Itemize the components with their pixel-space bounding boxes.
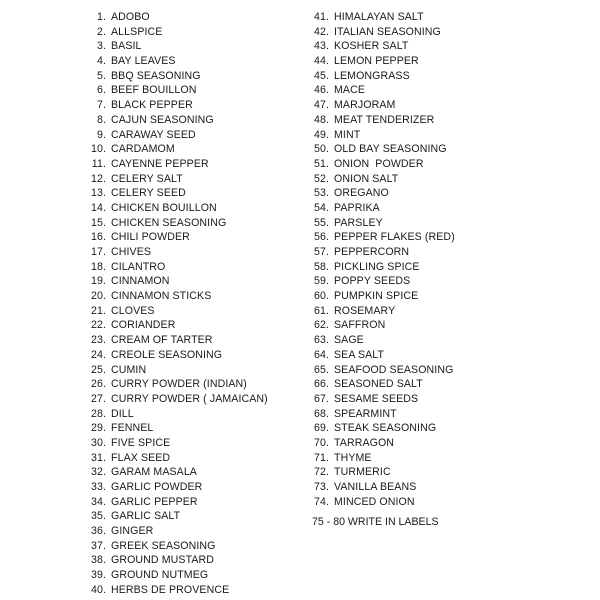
spice-item-number: 38. — [90, 554, 106, 567]
spice-list-item — [80, 363, 268, 378]
spice-list-item — [80, 274, 268, 289]
spice-list-item — [80, 83, 268, 98]
spice-item-number: 49. — [313, 128, 329, 141]
spice-item-label: ALLSPICE — [111, 25, 163, 38]
spice-item-label: FIVE SPICE — [111, 436, 171, 449]
spice-list-item — [302, 348, 455, 363]
spice-list-item — [80, 421, 268, 436]
spice-list-item — [80, 10, 268, 25]
spice-item-label: POPPY SEEDS — [334, 275, 411, 288]
spice-list-item — [80, 260, 268, 275]
spice-item-number: 52. — [313, 172, 329, 185]
spice-list-item — [302, 142, 455, 157]
spice-item-label: MINCED ONION — [334, 495, 415, 508]
spice-list-item — [302, 230, 455, 245]
spice-item-number: 48. — [313, 113, 329, 126]
spice-item-number: 29. — [90, 422, 106, 435]
spice-list-item — [80, 465, 268, 480]
spice-list-item — [302, 465, 455, 480]
spice-list-item — [80, 186, 268, 201]
spice-list-item — [302, 495, 455, 510]
spice-item-number: 27. — [90, 392, 106, 405]
spice-item-number: 67. — [313, 392, 329, 405]
spice-item-number: 70. — [313, 436, 329, 449]
spice-list-item — [80, 553, 268, 568]
spice-item-label: CLOVES — [111, 304, 155, 317]
spice-item-label: ONION POWDER — [334, 157, 424, 170]
spice-list-item — [302, 10, 455, 25]
spice-item-number: 35. — [90, 510, 106, 523]
spice-item-label: SAFFRON — [334, 319, 386, 332]
spice-list-item — [302, 377, 455, 392]
spice-item-number: 55. — [313, 216, 329, 229]
spice-item-label: GARLIC SALT — [111, 510, 181, 523]
spice-item-label: MACE — [334, 84, 366, 97]
spice-item-label: GREEK SEASONING — [111, 539, 216, 552]
spice-item-label: GROUND MUSTARD — [111, 554, 215, 567]
spice-item-number: 21. — [90, 304, 106, 317]
spice-list-item — [80, 583, 268, 598]
spice-list-item — [80, 98, 268, 113]
spice-item-label: BEEF BOUILLON — [111, 84, 197, 97]
spice-list-item — [80, 172, 268, 187]
spice-item-label: GARLIC PEPPER — [111, 495, 198, 508]
spice-item-number: 6. — [96, 84, 106, 97]
spice-item-label: ITALIAN SEASONING — [334, 25, 441, 38]
spice-item-number: 8. — [96, 113, 106, 126]
spice-item-number: 14. — [90, 201, 106, 214]
spice-item-number: 4. — [96, 55, 106, 68]
spice-list-item — [302, 25, 455, 40]
spice-item-number: 58. — [313, 260, 329, 273]
spice-item-label: SEAFOOD SEASONING — [334, 363, 454, 376]
spice-item-number: 46. — [313, 84, 329, 97]
spice-item-label: PEPPER FLAKES (RED) — [334, 231, 455, 244]
spice-list-item — [302, 318, 455, 333]
spice-item-label: FENNEL — [111, 422, 154, 435]
spice-item-number: 1. — [96, 11, 106, 23]
spice-item-number: 10. — [90, 143, 106, 156]
spice-list-item — [302, 54, 455, 69]
spice-item-label: OREGANO — [334, 187, 389, 200]
spice-item-number: 72. — [313, 466, 329, 479]
spice-item-label: MEAT TENDERIZER — [334, 113, 435, 126]
spice-item-label: FLAX SEED — [111, 451, 171, 464]
spice-item-label: SPEARMINT — [334, 407, 397, 420]
spice-item-number: 53. — [313, 187, 329, 200]
spice-item-number: 73. — [313, 481, 329, 493]
spice-item-label: GARAM MASALA — [111, 466, 197, 479]
spice-item-number: 50. — [313, 143, 329, 156]
spice-item-label: BBQ SEASONING — [111, 69, 201, 82]
spice-item-label: CARDAMOM — [111, 143, 175, 156]
spice-item-number: 62. — [313, 319, 329, 332]
spice-item-number: 22. — [90, 319, 106, 332]
spice-item-number: 71. — [313, 451, 329, 464]
spice-item-label: LEMON PEPPER — [334, 55, 419, 68]
spice-list-left-column — [80, 10, 268, 598]
spice-item-label: GARLIC POWDER — [111, 481, 203, 493]
spice-item-number: 45. — [313, 69, 329, 82]
spice-list-item — [80, 392, 268, 407]
spice-item-label: VANILLA BEANS — [334, 481, 417, 493]
spice-list-item — [80, 495, 268, 510]
spice-item-number: 12. — [90, 172, 106, 185]
spice-list-item — [302, 69, 455, 84]
spice-item-label: CINNAMON STICKS — [111, 290, 212, 303]
spice-list-item — [302, 436, 455, 451]
spice-list-item — [80, 54, 268, 69]
spice-list-item — [80, 451, 268, 466]
spice-list-item — [302, 392, 455, 407]
spice-item-label: KOSHER SALT — [334, 40, 409, 53]
spice-item-label: TURMERIC — [334, 466, 391, 479]
spice-list-item — [302, 451, 455, 466]
spice-item-number: 3. — [96, 40, 106, 53]
spice-item-label: BASIL — [111, 40, 142, 53]
spice-item-number: 13. — [90, 187, 106, 200]
spice-item-number: 66. — [313, 378, 329, 391]
spice-item-number: 51. — [313, 157, 329, 170]
spice-list-item — [302, 333, 455, 348]
spice-item-number: 19. — [90, 275, 106, 288]
spice-item-number: 42. — [313, 25, 329, 38]
spice-item-number: 64. — [313, 348, 329, 361]
spice-list-item — [80, 25, 268, 40]
spice-list-right-column — [302, 10, 455, 509]
spice-list-item — [80, 289, 268, 304]
spice-list-item — [302, 157, 455, 172]
spice-list-item — [80, 216, 268, 231]
spice-item-number: 74. — [313, 495, 329, 508]
spice-list-item — [302, 260, 455, 275]
spice-list-item — [80, 318, 268, 333]
spice-list-item — [80, 39, 268, 54]
spice-item-label: SEA SALT — [334, 348, 385, 361]
spice-list-item — [302, 304, 455, 319]
spice-item-label: CELERY SEED — [111, 187, 186, 200]
spice-list-item — [80, 245, 268, 260]
spice-list-item — [302, 186, 455, 201]
spice-list-item — [80, 201, 268, 216]
spice-list-item — [302, 245, 455, 260]
spice-item-label: GROUND NUTMEG — [111, 569, 209, 582]
spice-list-item — [302, 201, 455, 216]
spice-item-number: 61. — [313, 304, 329, 317]
spice-item-number: 26. — [90, 378, 106, 391]
spice-item-label: PUMPKIN SPICE — [334, 290, 419, 303]
spice-list-item — [80, 348, 268, 363]
spice-item-label: SEASONED SALT — [334, 378, 423, 391]
spice-list-item — [302, 172, 455, 187]
spice-item-number: 15. — [90, 216, 106, 229]
spice-item-label: ADOBO — [111, 11, 150, 23]
spice-list-item — [80, 128, 268, 143]
spice-item-label: BAY LEAVES — [111, 55, 176, 68]
spice-item-number: 68. — [313, 407, 329, 420]
spice-list-item — [80, 69, 268, 84]
spice-list-item — [80, 509, 268, 524]
spice-list-item — [302, 128, 455, 143]
spice-item-label: TARRAGON — [334, 436, 395, 449]
spice-list-item — [80, 377, 268, 392]
spice-item-label: SAGE — [334, 334, 364, 347]
spice-item-number: 65. — [313, 363, 329, 376]
spice-item-number: 43. — [313, 40, 329, 53]
spice-item-number: 11. — [91, 157, 106, 170]
spice-list-item — [302, 83, 455, 98]
spice-item-number: 20. — [90, 290, 106, 303]
spice-item-number: 54. — [313, 201, 329, 214]
spice-list-item — [302, 274, 455, 289]
spice-list-item — [80, 539, 268, 554]
spice-item-label: BLACK PEPPER — [111, 99, 193, 112]
spice-list-item — [302, 363, 455, 378]
spice-item-number: 40. — [90, 583, 106, 596]
spice-item-number: 16. — [90, 231, 106, 244]
spice-item-number: 31. — [90, 451, 106, 464]
spice-item-label: CELERY SALT — [111, 172, 183, 185]
spice-list-item — [302, 98, 455, 113]
spice-item-label: ONION SALT — [334, 172, 399, 185]
spice-item-label: CHILI POWDER — [111, 231, 190, 244]
spice-item-label: DILL — [111, 407, 134, 420]
spice-item-label: CHICKEN BOUILLON — [111, 201, 217, 214]
spice-item-label: HIMALAYAN SALT — [334, 11, 424, 23]
spice-item-number: 24. — [90, 348, 106, 361]
spice-list-item — [302, 289, 455, 304]
spice-list-item — [80, 524, 268, 539]
spice-item-number: 36. — [90, 525, 106, 538]
spice-list-item — [80, 480, 268, 495]
spice-item-label: PICKLING SPICE — [334, 260, 420, 273]
spice-item-number: 57. — [313, 246, 329, 258]
spice-item-label: HERBS DE PROVENCE — [111, 583, 230, 596]
spice-list-item — [302, 216, 455, 231]
spice-item-number: 23. — [90, 334, 106, 347]
spice-list-item — [80, 230, 268, 245]
spice-list-item — [302, 39, 455, 54]
spice-item-number: 2. — [96, 25, 106, 38]
spice-item-label: PEPPERCORN — [334, 246, 410, 258]
spice-list-item — [80, 568, 268, 583]
spice-item-label: OLD BAY SEASONING — [334, 143, 447, 156]
spice-item-number: 28. — [90, 407, 106, 420]
spice-item-number: 44. — [313, 55, 329, 68]
spice-item-label: PARSLEY — [334, 216, 383, 229]
spice-list-item — [302, 480, 455, 495]
spice-item-number: 32. — [90, 466, 106, 479]
spice-item-label: ROSEMARY — [334, 304, 396, 317]
spice-list-item — [80, 142, 268, 157]
spice-item-label: CURRY POWDER (INDIAN) — [111, 378, 247, 391]
spice-list-item — [302, 407, 455, 422]
spice-item-label: SESAME SEEDS — [334, 392, 419, 405]
spice-item-label: LEMONGRASS — [334, 69, 410, 82]
spice-item-label: THYME — [334, 451, 372, 464]
spice-item-number: 17. — [90, 246, 106, 258]
spice-item-number: 7. — [96, 99, 106, 112]
spice-item-number: 56. — [313, 231, 329, 244]
spice-item-number: 47. — [313, 99, 329, 112]
spice-item-number: 37. — [90, 539, 106, 552]
spice-item-number: 63. — [313, 334, 329, 347]
spice-item-label: STEAK SEASONING — [334, 422, 437, 435]
spice-item-label: PAPRIKA — [334, 201, 380, 214]
spice-item-label: CAJUN SEASONING — [111, 113, 214, 126]
spice-item-label: CARAWAY SEED — [111, 128, 196, 141]
spice-item-label: CINNAMON — [111, 275, 170, 288]
spice-item-label: MINT — [334, 128, 361, 141]
spice-list-item — [80, 436, 268, 451]
spice-item-label: CREAM OF TARTER — [111, 334, 213, 347]
spice-list-item — [80, 113, 268, 128]
spice-item-number: 30. — [90, 436, 106, 449]
spice-list-item — [80, 333, 268, 348]
spice-item-label: GINGER — [111, 525, 154, 538]
spice-item-number: 59. — [313, 275, 329, 288]
spice-item-number: 18. — [90, 260, 106, 273]
spice-item-number: 33. — [90, 481, 106, 493]
spice-item-number: 34. — [90, 495, 106, 508]
spice-item-number: 41. — [313, 11, 329, 23]
spice-item-label: CUMIN — [111, 363, 147, 376]
spice-item-label: MARJORAM — [334, 99, 396, 112]
spice-item-label: CURRY POWDER ( JAMAICAN) — [111, 392, 268, 405]
spice-item-label: CAYENNE PEPPER — [111, 157, 209, 170]
spice-item-label: CORIANDER — [111, 319, 176, 332]
spice-item-label: CHICKEN SEASONING — [111, 216, 227, 229]
spice-item-label: CILANTRO — [111, 260, 166, 273]
spice-item-number: 60. — [313, 290, 329, 303]
spice-item-label: CREOLE SEASONING — [111, 348, 223, 361]
spice-item-number: 25. — [90, 363, 106, 376]
spice-list-item — [302, 421, 455, 436]
spice-item-number: 9. — [96, 128, 106, 141]
write-in-labels-note: 75 - 80 WRITE IN LABELS — [312, 516, 439, 528]
spice-list-item — [80, 157, 268, 172]
spice-item-number: 39. — [90, 569, 106, 582]
spice-list-item — [80, 304, 268, 319]
spice-list-item — [302, 113, 455, 128]
spice-item-number: 5. — [96, 69, 106, 82]
spice-item-number: 69. — [313, 422, 329, 435]
spice-item-label: CHIVES — [111, 246, 152, 258]
spice-list-item — [80, 407, 268, 422]
